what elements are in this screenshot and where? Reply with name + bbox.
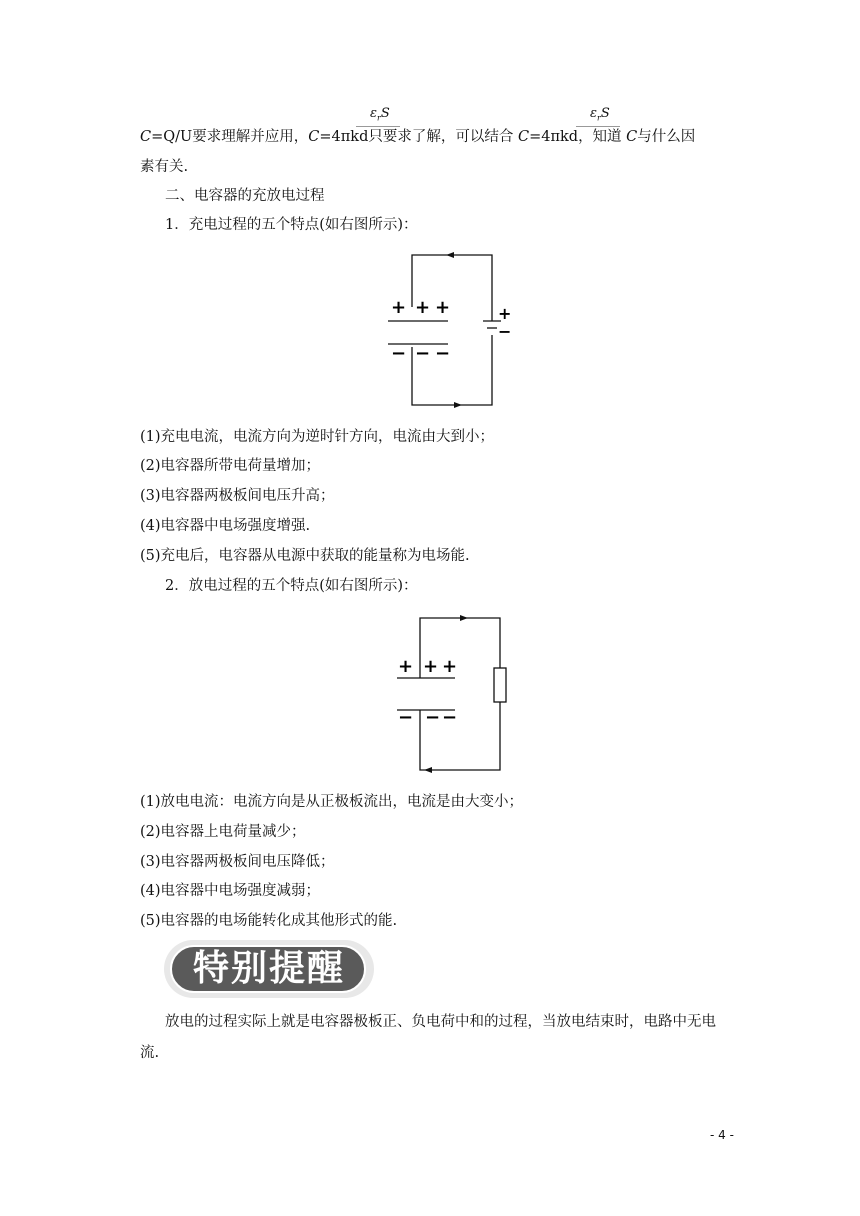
discharge-item-2: (2)电容器上电荷量减少； xyxy=(140,824,306,840)
charge-item-4: (4)电容器中电场强度增强. xyxy=(140,518,311,534)
special-reminder-badge xyxy=(164,940,374,998)
plus-sign: + xyxy=(391,297,407,318)
battery-minus: − xyxy=(498,322,512,341)
plus-sign: + xyxy=(415,297,431,318)
charge-item-5: (5)充电后，电容器从电源中获取的能量称为电场能. xyxy=(140,548,470,564)
minus-sign: − xyxy=(415,343,431,364)
discharging-circuit-diagram xyxy=(390,610,520,780)
arrow-icon xyxy=(454,402,462,408)
minus-sign: − xyxy=(398,707,414,728)
minus-sign: − xyxy=(442,707,458,728)
arrow-icon xyxy=(446,252,454,258)
discharge-title: 2．放电过程的五个特点(如右图所示)： xyxy=(165,578,418,594)
charging-circuit-diagram xyxy=(380,245,520,415)
discharge-item-4: (4)电容器中电场强度减弱； xyxy=(140,883,321,899)
minus-sign: − xyxy=(435,343,451,364)
battery-plus: + xyxy=(498,304,512,323)
note-line-1: 放电的过程实际上就是电容器极板正、负电荷中和的过程，当放电结束时，电路中无电 xyxy=(165,1014,716,1030)
section-title: 二、电容器的充放电过程 xyxy=(165,188,325,204)
minus-sign: − xyxy=(425,707,441,728)
fraction-numerator: $\varepsilon_rS$ xyxy=(590,106,610,123)
fraction-numerator: $\varepsilon_rS$ xyxy=(370,106,390,123)
badge-label: 特别提醒 xyxy=(192,948,345,989)
charge-item-2: (2)电容器所带电荷量增加； xyxy=(140,458,321,474)
resistor xyxy=(494,668,506,702)
charge-item-3: (3)电容器两极板间电压升高； xyxy=(140,488,335,504)
charge-title: 1．充电过程的五个特点(如右图所示)： xyxy=(165,217,418,233)
discharge-item-3: (3)电容器两极板间电压降低； xyxy=(140,854,335,870)
formula-line-2: 素有关. xyxy=(140,159,189,175)
minus-sign: − xyxy=(391,343,407,364)
plus-sign: + xyxy=(398,656,414,677)
page-number: - 4 - xyxy=(710,1128,734,1142)
discharge-item-5: (5)电容器的电场能转化成其他形式的能. xyxy=(140,913,398,929)
arrow-icon xyxy=(424,767,432,773)
formula-line: C=Q/U要求理解并应用，C=4πkd只要求了解，可以结合 C=4πkd，知道 C与什么因 xyxy=(140,129,696,145)
arrow-icon xyxy=(460,615,468,621)
plus-sign: + xyxy=(435,297,451,318)
charge-item-1: (1)充电电流，电流方向为逆时针方向，电流由大到小； xyxy=(140,429,495,445)
plus-sign: + xyxy=(423,656,439,677)
note-line-2: 流. xyxy=(140,1045,160,1061)
plus-sign: + xyxy=(442,656,458,677)
discharge-item-1: (1)放电电流：电流方向是从正极板流出，电流是由大变小； xyxy=(140,794,524,810)
